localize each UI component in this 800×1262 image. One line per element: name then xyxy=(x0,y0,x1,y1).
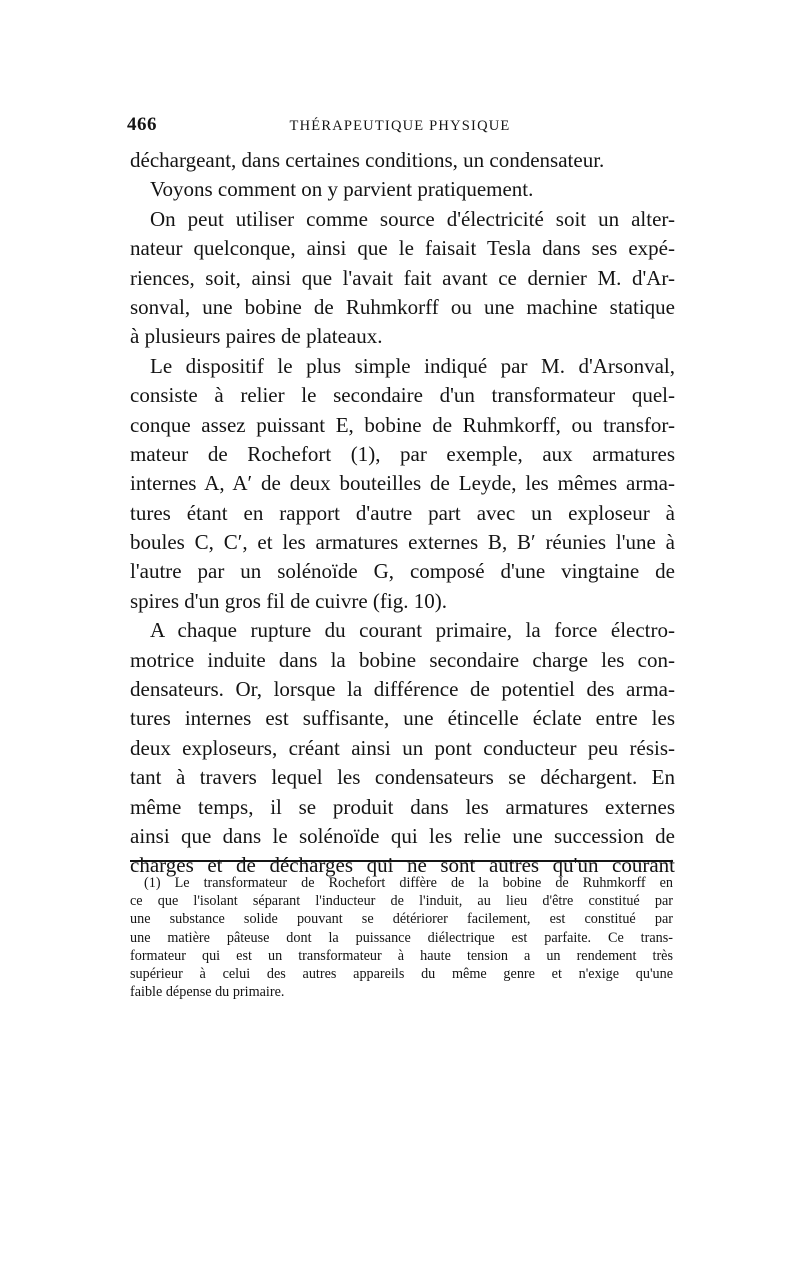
text-line: Voyons comment on y parvient pratiquement. xyxy=(150,177,534,202)
running-title: THÉRAPEUTIQUE PHYSIQUE xyxy=(289,118,511,134)
text-line: charges et de décharges qui ne sont autres qu'un courant xyxy=(130,853,675,878)
text-line: l'autre par un solénoïde G, composé d'une vingtaine de xyxy=(130,559,675,584)
text-line: internes A, A′ de deux bouteilles de Leyde, les mêmes arma- xyxy=(130,471,675,496)
text-line: tures internes est suffisante, une étincelle éclate entre les xyxy=(130,706,675,731)
body-text xyxy=(130,146,675,881)
text-line: sonval, une bobine de Ruhmkorff ou une machine statique xyxy=(130,294,675,319)
text-line: consiste à relier le secondaire d'un transformateur quel- xyxy=(130,383,675,408)
footnote-line: (1) Le transformateur de Rochefort diffère de la bobine de Ruhmkorff en xyxy=(144,875,673,891)
footnote-line: formateur qui est un transformateur à haute tension a un rendement très xyxy=(130,947,673,964)
footnote-line: une substance solide pouvant se détériorer facilement, est constitué par xyxy=(130,911,673,928)
text-line: A chaque rupture du courant primaire, la force électro- xyxy=(150,618,675,643)
text-line: conque assez puissant E, bobine de Ruhmkorff, ou transfor- xyxy=(130,412,675,437)
text-line: tant à travers lequel les condensateurs se déchargent. En xyxy=(130,765,675,790)
text-line: deux exploseurs, créant ainsi un pont conducteur peu résis- xyxy=(130,735,675,760)
footnote-line: faible dépense du primaire. xyxy=(130,984,285,1001)
text-line: spires d'un gros fil de cuivre (fig. 10). xyxy=(130,588,447,613)
footnote-divider xyxy=(130,860,673,862)
footnote xyxy=(130,874,673,1001)
text-line: mateur de Rochefort (1), par exemple, aux armatures xyxy=(130,441,675,466)
text-line: On peut utiliser comme source d'électricité soit un alter- xyxy=(150,206,675,231)
text-line: boules C, C′, et les armatures externes B, B′ réunies l'une à xyxy=(130,530,675,555)
text-line: déchargeant, dans certaines conditions, un condensateur. xyxy=(130,148,605,172)
text-line: Le dispositif le plus simple indiqué par M. d'Arsonval, xyxy=(150,353,675,378)
footnote-line: supérieur à celui des autres appareils du même genre et n'exige qu'une xyxy=(130,965,673,982)
text-line: riences, soit, ainsi que l'avait fait avant ce dernier M. d'Ar- xyxy=(130,265,675,290)
text-line: densateurs. Or, lorsque la différence de potentiel des arma- xyxy=(130,677,675,702)
text-line: motrice induite dans la bobine secondaire charge les con- xyxy=(130,647,675,672)
footnote-line: une matière pâteuse dont la puissance diélectrique est parfaite. Ce trans- xyxy=(130,929,673,946)
text-line: même temps, il se produit dans les armatures externes xyxy=(130,794,675,819)
text-line: nateur quelconque, ainsi que le faisait Tesla dans ses expé- xyxy=(130,236,675,261)
text-line: ainsi que dans le solénoïde qui les relie une succession de xyxy=(130,823,675,848)
footnote-line: ce que l'isolant séparant l'inducteur de l'induit, au lieu d'être constitué par xyxy=(130,893,673,910)
text-line: tures étant en rapport d'autre part avec un exploseur à xyxy=(130,500,675,525)
text-line: à plusieurs paires de plateaux. xyxy=(130,324,383,349)
page-number: 466 xyxy=(127,114,157,135)
